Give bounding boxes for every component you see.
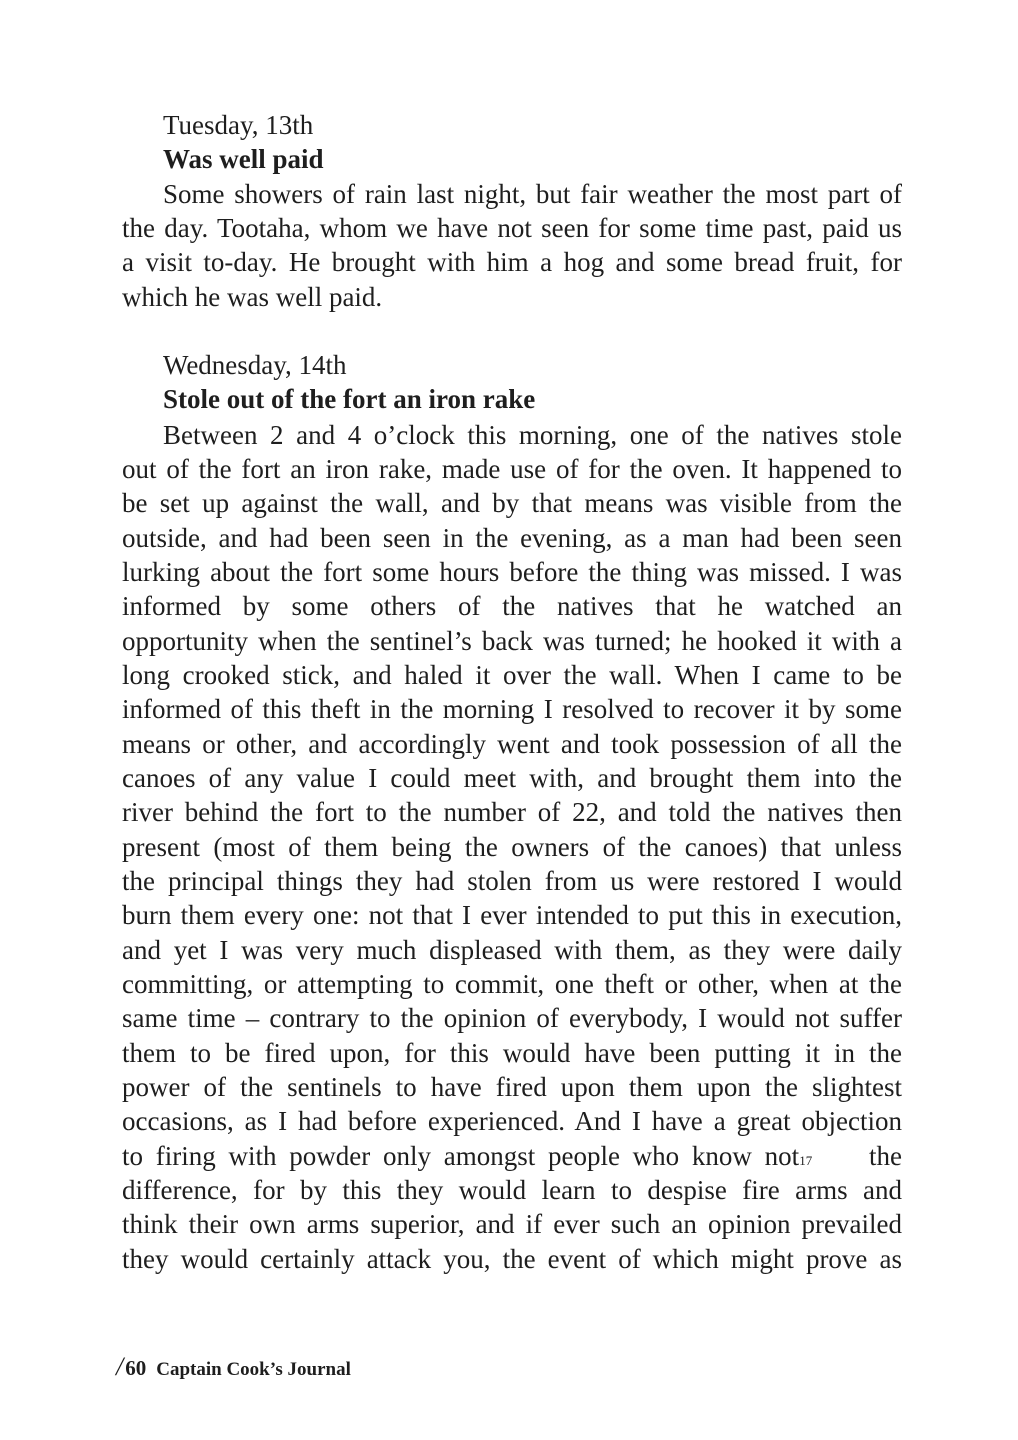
paragraph-line: be set up against the wall, and by that means was visible from the	[122, 488, 902, 518]
entry-heading: Was well paid	[163, 144, 324, 174]
paragraph-line: opportunity when the sentinel’s back was turned; he hooked it with a	[122, 626, 902, 656]
paragraph-line: long crooked stick, and haled it over the wall. When I came to be	[122, 660, 902, 690]
paragraph-line: means or other, and accordingly went and took possession of all the	[122, 729, 902, 759]
paragraph-line: burn them every one: not that I ever intended to put this in execution,	[122, 900, 902, 930]
paragraph-line: out of the fort an iron rake, made use of for the oven. It happened to	[122, 454, 902, 484]
entry-date: Wednesday, 14th	[163, 350, 347, 380]
paragraph-line: think their own arms superior, and if ever such an opinion prevailed	[122, 1209, 902, 1239]
paragraph-line: present (most of them being the owners of the canoes) that unless	[122, 832, 902, 862]
page-footer	[116, 1352, 351, 1382]
paragraph-line: difference, for by this they would learn to despise fire arms and	[122, 1175, 902, 1205]
paragraph-line: lurking about the fort some hours before the thing was missed. I was	[122, 557, 902, 587]
paragraph-line: informed of this theft in the morning I resolved to recover it by some	[122, 694, 902, 724]
paragraph-line: same time – contrary to the opinion of everybody, I would not suffer	[122, 1003, 902, 1033]
entry-heading: Stole out of the fort an iron rake	[163, 384, 536, 414]
paragraph-line-with-footnote: to firing with powder only amongst people who know not 17 the	[122, 1141, 902, 1171]
paragraph-line: power of the sentinels to have fired upon them upon the slightest	[122, 1072, 902, 1102]
paragraph-line: river behind the fort to the number of 22, and told the natives then	[122, 797, 902, 827]
paragraph-line: Between 2 and 4 o’clock this morning, one of the natives stole	[163, 420, 902, 450]
paragraph-line: informed by some others of the natives that he watched an	[122, 591, 902, 621]
line-text: to firing with powder only amongst people who know not	[122, 1141, 800, 1171]
paragraph-line: the principal things they had stolen from us were restored I would	[122, 866, 902, 896]
paragraph-line: them to be fired upon, for this would have been putting it in the	[122, 1038, 902, 1068]
paragraph-line: and yet I was very much displeased with them, as they were daily	[122, 935, 902, 965]
line-text-tail: the	[869, 1141, 902, 1171]
paragraph-line: canoes of any value I could meet with, and brought them into the	[122, 763, 902, 793]
paragraph-line: committing, or attempting to commit, one theft or other, when at the	[122, 969, 902, 999]
paragraph-line: occasions, as I had before experienced. And I have a great objection	[122, 1106, 902, 1136]
paragraph-line: outside, and had been seen in the evening, as a man had been seen	[122, 523, 902, 553]
paragraph-line: the day. Tootaha, whom we have not seen for some time past, paid us	[122, 213, 902, 243]
paragraph-line: which he was well paid.	[122, 282, 383, 312]
footer-slash: /	[116, 1352, 124, 1381]
entry-date: Tuesday, 13th	[163, 110, 314, 140]
running-title: Captain Cook’s Journal	[156, 1359, 351, 1380]
paragraph-line: they would certainly attack you, the event of which might prove as	[122, 1244, 902, 1274]
paragraph-line: Some showers of rain last night, but fair weather the most part of	[163, 179, 902, 209]
paragraph-line: a visit to-day. He brought with him a hog and some bread fruit, for	[122, 247, 902, 277]
page-number: 60	[125, 1356, 147, 1380]
